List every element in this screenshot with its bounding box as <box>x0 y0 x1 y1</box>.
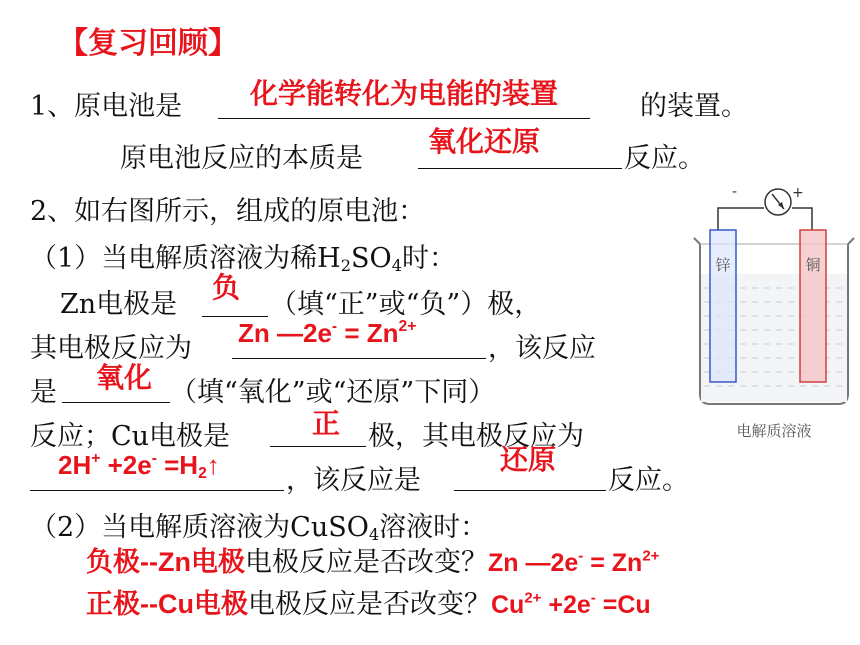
negative-label: 负极--Zn电极 <box>86 547 245 577</box>
left-wire <box>718 208 764 230</box>
zn-line-suffix: （填“正”或“负”）极， <box>270 289 542 320</box>
type-answer: 氧化 <box>96 362 153 393</box>
h-line-suffix: 反应。 <box>608 465 689 496</box>
negative-question: 电极反应是否改变？ <box>244 547 488 578</box>
zn-answer: 负 <box>212 272 241 303</box>
negative-equation: Zn —2e- = $Zn^{2+}$ <box>487 547 660 577</box>
positive-label: 正极--Cu电极 <box>86 589 248 619</box>
react-line-prefix: 其电极反应为 <box>30 333 192 364</box>
positive-question: 电极反应是否改变？ <box>247 589 491 620</box>
q2-sub1: （1）当电解质溶液为稀$H_2SO_4$时： <box>30 243 456 276</box>
cu-line-suffix: 极，其电极反应为 <box>368 421 584 452</box>
cu-blank <box>270 446 366 447</box>
plus-sign: + <box>792 185 804 201</box>
zn-line-prefix: Zn电极是 <box>60 289 178 320</box>
positive-electrode-line <box>86 582 651 621</box>
copper-label: 铜 <box>805 256 821 274</box>
type-blank <box>62 402 170 403</box>
type-line-prefix: 是 <box>30 377 57 408</box>
galvanic-cell-figure <box>692 178 860 438</box>
cu-answer: 正 <box>312 408 341 439</box>
type-line-suffix: （填“氧化”或“还原”下同） <box>170 377 496 408</box>
reduction-answer: 还原 <box>500 444 557 475</box>
q1-blank1 <box>218 118 590 119</box>
react-blank <box>232 358 486 359</box>
q2-sub2: （2）当电解质溶液为CuSO$_4$溶液时： <box>30 512 488 545</box>
h-blank <box>30 490 284 491</box>
zn-oxidation-equation: Zn —2e- = $Zn^{2+}$ <box>238 318 417 348</box>
q2-intro: 2、如右图所示，组成的原电池： <box>30 196 426 227</box>
reduction-blank <box>454 490 606 491</box>
right-wire <box>792 208 812 230</box>
negative-electrode-line <box>86 540 659 579</box>
zn-blank <box>202 316 268 317</box>
q1-blank2 <box>418 168 622 169</box>
cu-line-prefix: 反应；Cu电极是 <box>30 421 231 452</box>
q1-line1-prefix: 1、原电池是 <box>30 91 183 122</box>
q1-line1-suffix: 的装置。 <box>640 91 748 122</box>
q1-answer1: 化学能转化为电能的装置 <box>250 78 559 109</box>
zinc-electrode <box>710 230 736 382</box>
h-line-mid: ，该反应是 <box>286 465 421 496</box>
q1-answer2: 氧化还原 <box>428 126 541 157</box>
h-reduction-equation: $2H^+ +2e^- =H_2↑$ <box>58 450 220 482</box>
react-line-suffix: ，该反应 <box>488 333 596 364</box>
positive-equation: $Cu^{2+} +2e^- =Cu$ <box>490 589 651 619</box>
figure-caption: 电解质溶液 <box>736 422 812 440</box>
zinc-label: 锌 <box>715 256 731 274</box>
section-title: 【复习回顾】 <box>58 26 238 61</box>
q1-line2-prefix: 原电池反应的本质是 <box>120 143 363 174</box>
minus-sign: - <box>732 184 738 200</box>
copper-electrode <box>800 230 826 382</box>
q1-line2-suffix: 反应。 <box>624 143 705 174</box>
